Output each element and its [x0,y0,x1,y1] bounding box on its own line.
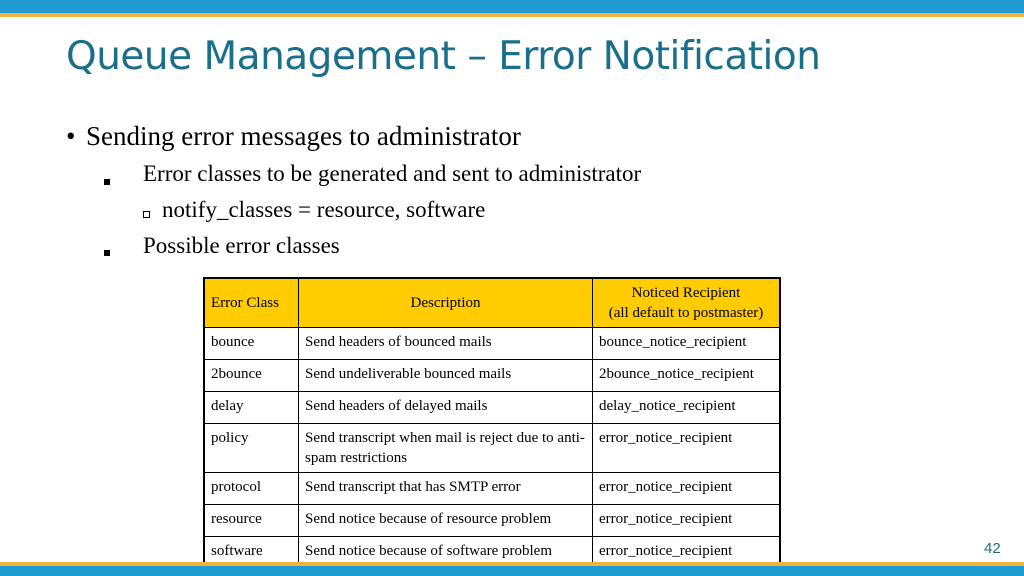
cell-description: Send headers of delayed mails [299,392,593,424]
cell-error-class: software [204,537,299,570]
table-row [204,328,780,360]
cell-description: Send transcript when mail is reject due to anti-spam restrictions [299,424,593,473]
cell-description: Send undeliverable bounced mails [299,360,593,392]
header-recipient-line1: Noticed Recipient [631,285,741,301]
bullet-dot-icon: • [66,121,76,151]
square-bullet-icon [104,179,110,185]
header-recipient-line2: (all default to postmaster) [608,305,764,321]
header-description: Description [299,278,593,328]
cell-description: Send transcript that has SMTP error [299,473,593,505]
cell-recipient: bounce_notice_recipient [593,328,781,360]
cell-description: Send headers of bounced mails [299,328,593,360]
cell-recipient: error_notice_recipient [593,473,781,505]
cell-error-class: delay [204,392,299,424]
header-noticed-recipient [593,278,781,328]
table-header-row [204,278,780,328]
cell-recipient: 2bounce_notice_recipient [593,360,781,392]
slide-title: Queue Management – Error Notification [66,34,821,79]
bullet-notify-classes: notify_classes = resource, software [162,197,486,222]
cell-error-class: bounce [204,328,299,360]
table-row [204,473,780,505]
cell-recipient: error_notice_recipient [593,424,781,473]
table-row [204,392,780,424]
bottom-accent-band [0,566,1024,576]
cell-description: Send notice because of software problem [299,537,593,570]
table-row [204,424,780,473]
table-row [204,505,780,537]
cell-description: Send notice because of resource problem [299,505,593,537]
bullet-level1 [66,121,521,152]
cell-recipient: error_notice_recipient [593,537,781,570]
cell-recipient: delay_notice_recipient [593,392,781,424]
bullet-level1-text: Sending error messages to administrator [86,121,521,151]
cell-error-class: protocol [204,473,299,505]
top-accent-stripe [0,13,1024,17]
square-bullet-icon [104,250,110,256]
cell-error-class: policy [204,424,299,473]
cell-error-class: resource [204,505,299,537]
hollow-square-bullet-icon [143,211,150,218]
bullet-error-classes-generated: Error classes to be generated and sent to administrator [143,161,642,186]
header-error-class: Error Class [204,278,299,328]
cell-error-class: 2bounce [204,360,299,392]
page-number: 42 [984,540,1001,557]
table-row [204,360,780,392]
error-classes-table [203,277,781,570]
cell-recipient: error_notice_recipient [593,505,781,537]
top-accent-band [0,0,1024,13]
bullet-possible-error-classes: Possible error classes [143,233,340,258]
